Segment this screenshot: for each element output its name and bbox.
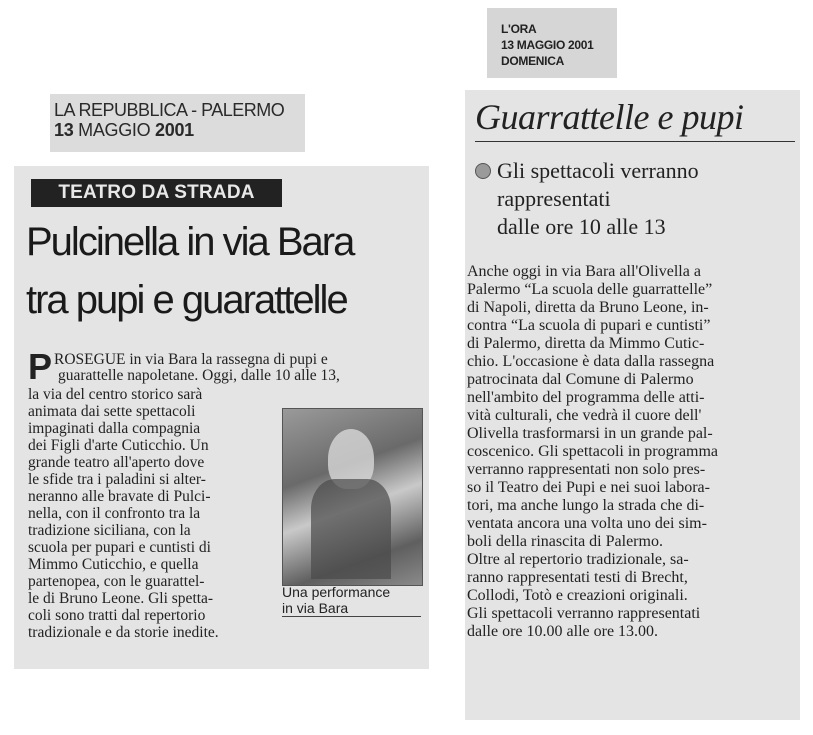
source-weekday: DOMENICA [501,54,564,68]
body-line: grande teatro all'aperto dove [28,454,205,471]
body-line: so il Teatro dei Pupi e nei suoi labora- [467,479,710,496]
repubblica-article [14,166,429,669]
dropcap: P [28,346,53,387]
repubblica-source-label [50,94,305,152]
caption-rule [282,616,421,617]
body-line: coli sono tratti dal repertorio [28,607,206,624]
body-line: guarattelle napoletane. Oggi, dalle 10 alle 13, [58,367,340,384]
body-line: scuola per pupari e cuntisti di [28,539,211,556]
body-line: neranno alle bravate di Pulci- [28,488,211,505]
source-date [54,120,194,141]
body-line: coscenico. Gli spettacoli in programma [467,443,719,460]
body-line: Anche oggi in via Bara all'Olivella a [467,263,701,280]
body-line: dei Figli d'arte Cuticchio. Un [28,437,209,454]
body-line: di Palermo, diretta da Mimmo Cutic- [467,335,705,352]
source-date: 13 MAGGIO 2001 [501,38,594,52]
performance-photo [282,408,423,586]
body-line: Collodi, Totò e creazioni originali. [467,587,688,604]
body-line: Olivella trasformarsi in un grande pal- [467,425,713,442]
body-line: tori, ma anche lungo la strada che di- [467,497,705,514]
body-line: verranno rappresentati non solo pres- [467,461,706,478]
body-line: la via del centro storico sarà [28,386,203,403]
headline-line-1: Pulcinella in via Bara [26,220,354,264]
photo-caption-line-2: in via Bara [282,600,349,616]
photo-caption-line-1: Una performance [282,584,391,600]
ora-source-label [487,8,617,78]
body-line: Palermo “La scuola delle guarrattelle” [467,281,713,298]
body-line: ventata ancora una volta uno dei sim- [467,515,707,532]
body-line: contra “La scuola di pupari e cuntisti” [467,317,711,334]
source-newspaper: L'ORA [501,22,537,36]
body-line: boli della rinascita di Palermo. [467,533,663,550]
body-line: Gli spettacoli verranno rappresentati [467,605,701,622]
bullet-icon [475,163,491,179]
body-line: di Napoli, diretta da Bruno Leone, in- [467,299,709,316]
body-line: partenopea, con le guarattel- [28,573,205,590]
subhead-line-3: dalle ore 10 alle 13 [497,214,666,239]
source-day: 13 [54,120,74,140]
source-newspaper: LA REPUBBLICA - PALERMO [54,100,285,120]
body-line: le di Bruno Leone. Gli spetta- [28,590,214,607]
body-line: patrocinata dal Comune di Palermo [467,371,694,388]
body-line: Oltre al repertorio tradizionale, sa- [467,551,689,568]
body-line-text: ROSEGUE in via Bara la rassegna di pupi e [54,351,328,368]
body-line: chio. L'occasione è data dalla rassegna [467,353,715,370]
body-line: vità culturali, che vedrà il cuore dell' [467,407,702,424]
body-line: nella, con il confronto tra la [28,505,201,522]
title-rule [475,141,795,142]
body-line: nell'ambito del programma delle atti- [467,389,705,406]
photo-figure-body [311,479,391,579]
body-line: impaginati dalla compagnia [28,420,201,437]
body-line: Mimmo Cuticchio, e quella [28,556,199,573]
ora-article [465,90,800,720]
article-title: Guarrattelle e pupi [475,97,744,137]
body-line: tradizionale e da storie inedite. [28,624,219,641]
source-year: 2001 [155,120,194,140]
subhead-line-2: rappresentati [497,186,611,211]
subhead-line-1: Gli spettacoli verranno [497,158,699,183]
body-line: ranno rappresentati testi di Brecht, [467,569,688,586]
headline-line-2: tra pupi e guarattelle [26,278,347,322]
kicker: TEATRO DA STRADA [31,179,282,207]
source-month: MAGGIO [78,120,151,140]
body-line: tradizione siciliana, con la [28,522,191,539]
body-line: animata dai sette spettacoli [28,403,196,420]
body-line: le sfide tra i paladini si alter- [28,471,206,488]
body-line: dalle ore 10.00 alle ore 13.00. [467,623,659,640]
